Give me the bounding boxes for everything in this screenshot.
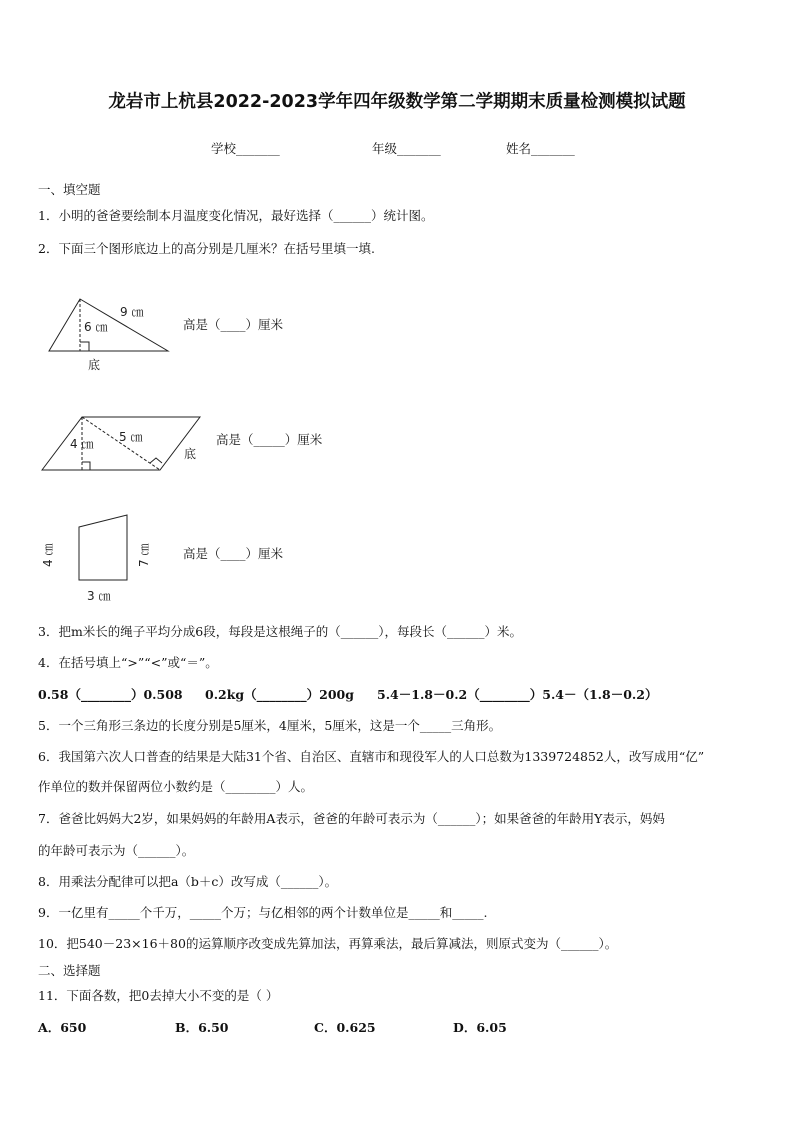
parallelogram-base-label: 底 <box>184 447 197 461</box>
question-4: 4．在括号填上“>”“<”或“＝”。 <box>38 655 218 670</box>
parallelogram-figure <box>42 417 200 470</box>
triangle-base-label: 底 <box>88 358 101 372</box>
question-9: 9．一亿里有_____个千万，_____个万；与亿相邻的两个计数单位是_____和_____. <box>38 905 488 920</box>
page-title: 龙岩市上杭县2022-2023学年四年级数学第二学期期末质量检测模拟试题 <box>108 92 686 112</box>
question-8: 8．用乘法分配律可以把a（b＋c）改写成（______）。 <box>38 874 338 889</box>
parallelogram-height-label: 4 ㎝ <box>70 437 94 451</box>
section-title-fill-blank: 一、填空题 <box>38 182 101 197</box>
question-4-item-b: 0.2kg（________）200g <box>205 687 354 702</box>
figure-3-answer: 高是（____）厘米 <box>183 546 284 561</box>
school-field: 学校_______ <box>211 141 280 156</box>
grade-field: 年级_______ <box>372 141 441 156</box>
option-b: B．6.50 <box>175 1020 229 1035</box>
trapezoid-right-label: 7 ㎝ <box>137 543 151 567</box>
section-title-choice: 二、选择题 <box>38 963 101 978</box>
trapezoid-bottom-label: 3 ㎝ <box>87 589 111 603</box>
option-c: C．0.625 <box>314 1020 376 1035</box>
parallelogram-diagonal-label: 5 ㎝ <box>119 430 143 444</box>
question-6-line-2: 作单位的数并保留两位小数约是（________）人。 <box>38 779 314 794</box>
option-a: A．650 <box>38 1020 87 1035</box>
trapezoid-figure <box>41 515 151 603</box>
question-4-item-c: 5.4－1.8－0.2（________）5.4－（1.8－0.2） <box>377 687 658 702</box>
question-7-line-2: 的年龄可表示为（______）。 <box>38 843 195 858</box>
question-7-line-1: 7．爸爸比妈妈大2岁，如果妈妈的年龄用A表示，爸爸的年龄可表示为（______）；如果爸爸的年龄用Y表示，妈妈 <box>38 811 665 826</box>
question-10: 10．把540－23×16＋80的运算顺序改变成先算加法，再算乘法，最后算减法，则原式变为（______）。 <box>38 936 618 951</box>
figure-2-answer: 高是（_____）厘米 <box>216 432 323 447</box>
question-4-item-a: 0.58（________）0.508 <box>38 687 183 702</box>
question-3: 3．把m米长的绳子平均分成6段，每段是这根绳子的（______），每段长（______）米。 <box>38 624 523 639</box>
question-2: 2．下面三个图形底边上的高分别是几厘米？在括号里填一填. <box>38 241 375 256</box>
triangle-side-label: 9 ㎝ <box>120 305 144 319</box>
option-d: D．6.05 <box>453 1020 507 1035</box>
trapezoid-left-label: 4 ㎝ <box>41 543 55 567</box>
question-1: 1．小明的爸爸要绘制本月温度变化情况，最好选择（______）统计图。 <box>38 208 434 223</box>
triangle-height-label: 6 ㎝ <box>84 320 108 334</box>
question-6-line-1: 6．我国第六次人口普查的结果是大陆31个省、自治区、直辖市和现役军人的人口总数为1339724852人，改写成用“亿” <box>38 749 705 764</box>
question-11: 11．下面各数，把0去掉大小不变的是（ ） <box>38 988 279 1003</box>
question-5: 5．一个三角形三条边的长度分别是5厘米，4厘米，5厘米，这是一个_____三角形。 <box>38 718 502 733</box>
triangle-figure <box>49 299 168 372</box>
name-field: 姓名_______ <box>506 141 575 156</box>
figure-1-answer: 高是（____）厘米 <box>183 317 284 332</box>
